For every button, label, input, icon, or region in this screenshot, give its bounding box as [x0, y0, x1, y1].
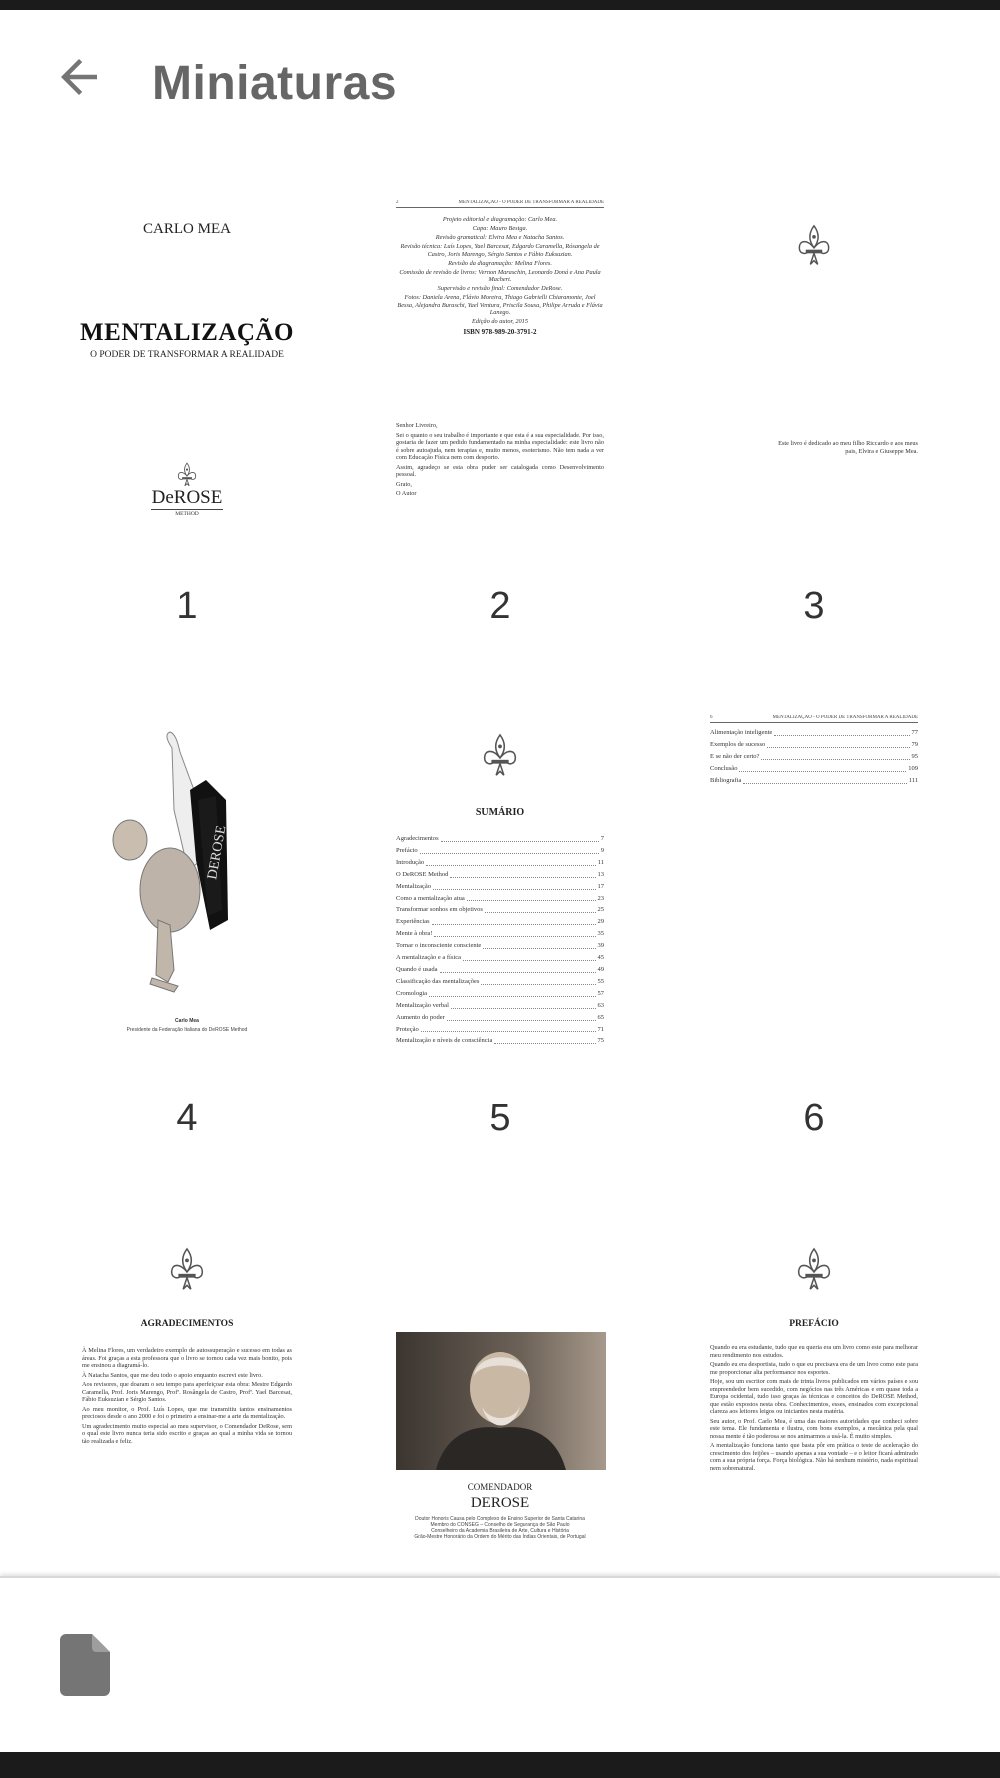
paragraph: Um agradecimento muito especial ao meu supervisor, o Comendador DeRose, sem o qual este livro nunca teria sido escrito e graças ao qual a minha vida se tornou tão realizada e feliz. — [82, 1422, 292, 1445]
toc-leader — [432, 916, 596, 925]
toc-leader — [774, 727, 909, 736]
toc-leader — [761, 751, 909, 760]
toc-page: 45 — [597, 954, 604, 962]
paragraph: Grão-Mestre Honorário da Ordem do Mérito das Índias Orientais, de Portugal — [414, 1534, 586, 1540]
toc-page: 25 — [597, 906, 604, 914]
paragraph: Revisão gramatical: Elvira Mea e Natacha Santos. — [435, 234, 565, 241]
toc-label: Transformar sonhos em objetivos — [396, 906, 483, 914]
toc-page: 79 — [911, 740, 918, 748]
paragraph: Assim, agradeço se esta obra puder ser catalogada como Desenvolvimento pessoal. — [396, 463, 604, 478]
isbn: ISBN 978-989-20-3791-2 — [463, 327, 537, 336]
brand-logo: DeROSE — [151, 487, 223, 508]
file-icon[interactable] — [60, 1634, 110, 1696]
toc-label: Quando é usada — [396, 965, 438, 973]
toc-leader — [429, 988, 595, 997]
toc-entry — [396, 893, 604, 905]
svg-text:DEROSE: DEROSE — [205, 824, 230, 881]
bottom-toolbar — [0, 1576, 1000, 1754]
thumbnail-number: 3 — [803, 585, 825, 627]
toc-entry — [396, 1000, 604, 1012]
paragraph: Quando eu era desportista, tudo o que eu precisava era de um livro como este para me proporcionar alta performance nos esportes. — [710, 1361, 918, 1376]
toc-list — [710, 727, 918, 787]
thumbnail-page-6[interactable] — [706, 715, 922, 1055]
paragraph: Doutor Honoris Causa pelo Complexo de Ensino Superior de Santa Catarina — [415, 1516, 585, 1522]
toc-entry — [396, 916, 604, 928]
toc-leader — [467, 893, 596, 902]
thumbnail-page-5[interactable] — [392, 725, 608, 1055]
toc-label: Mentalização e níveis de consciência — [396, 1037, 493, 1045]
toc-page: 7 — [600, 835, 604, 842]
app-bar — [0, 10, 1000, 150]
brand-logo-underline — [151, 509, 223, 510]
toc-leader — [434, 928, 595, 937]
toc-entry — [710, 739, 918, 751]
section-body — [82, 1347, 292, 1447]
toc-page: 77 — [911, 729, 918, 736]
thumbnail-page-9[interactable] — [706, 1245, 922, 1575]
thumbnail-page-4[interactable] — [78, 720, 296, 1040]
portrait-title-big: DEROSE — [470, 1495, 530, 1511]
toc-label: Proteção — [396, 1025, 419, 1033]
toc-label: Como a mentalização atua — [396, 894, 465, 902]
toc-entry — [396, 857, 604, 869]
toc-page: 9 — [600, 846, 604, 854]
toc-leader — [743, 775, 906, 784]
cover-title: MENTALIZAÇÃO — [80, 319, 294, 346]
thumbnail-page-1[interactable] — [78, 195, 296, 535]
toc-entry — [396, 952, 604, 964]
toc-label: A mentalização e a física — [396, 954, 461, 962]
fleur-de-lis-icon — [794, 1247, 834, 1293]
toc-page: 35 — [597, 930, 604, 938]
toc-page: 13 — [597, 870, 604, 878]
paragraph: À Melina Flores, um verdadeiro exemplo de autossuperação e sucesso em todas as áreas. Foi graças a esta professora que o livro se tornou cada vez mais bonito, pois me ensinou a diagramá-lo. — [82, 1347, 292, 1369]
paragraph: Senhor Livreiro, — [396, 422, 438, 429]
toc-leader — [420, 845, 599, 854]
author-photo — [78, 720, 296, 1020]
toc-leader — [481, 976, 595, 985]
thumbnail-number: 6 — [803, 1097, 825, 1139]
toc-page: 65 — [597, 1013, 604, 1021]
photo-caption: Carlo Mea — [175, 1018, 199, 1024]
toc-label: Mentalização verbal — [396, 1001, 449, 1009]
toc-page: 111 — [908, 776, 918, 784]
toc-entry — [396, 1024, 604, 1036]
toc-entry — [710, 763, 918, 775]
toc-leader — [485, 904, 596, 913]
toc-leader — [463, 952, 596, 961]
letter-block — [396, 422, 604, 500]
toc-page: 63 — [597, 1001, 604, 1009]
thumbnail-page-2[interactable] — [392, 200, 608, 540]
toc-leader — [421, 1024, 596, 1033]
toc-leader — [483, 940, 595, 949]
thumbnail-number: 2 — [489, 585, 511, 627]
toc-label: O DeROSE Method — [396, 870, 449, 878]
paragraph: O Autor — [396, 490, 417, 497]
page-header: 2 MENTALIZAÇÃO - O PODER DE TRANSFORMAR A REALIDADE — [396, 200, 604, 208]
paragraph: Quando eu era estudante, tudo que eu queria era um livro como este para melhorar meu rendimento nos estudos. — [710, 1344, 918, 1359]
fleur-de-lis-icon — [167, 1247, 207, 1293]
toc-leader — [451, 1000, 596, 1009]
toc-page: 109 — [908, 764, 918, 772]
toc-label: Cromologia — [396, 989, 428, 997]
toc-label: Bibliografia — [710, 776, 742, 784]
toc-leader — [426, 857, 596, 866]
toc-leader — [447, 1012, 596, 1021]
toc-label: Alimentação inteligente — [710, 729, 773, 736]
paragraph: Revisão técnica: Luís Lopes, Yael Barcesat, Edgardo Caramella, Rósangela de Castro, Joris Marengo, Sérgio Santos e Fábio Euksuzian. — [400, 243, 600, 258]
toc-label: Agradecimentos — [396, 835, 439, 842]
fleur-de-lis-icon — [174, 462, 200, 488]
portrait-title-small: COMENDADOR — [467, 1482, 533, 1492]
dedication-text: Este livro é dedicado ao meu filho Riccardo e aos meus pais, Elvira e Giuseppe Mea. — [778, 440, 918, 455]
paragraph: Membro do CONSEG – Conselho de Segurança de São Paulo — [430, 1522, 570, 1528]
brand-sub: METHOD — [175, 511, 199, 517]
paragraph: Sei o quanto o seu trabalho é importante e que esta é a sua especialidade. Por isso, gostaria de fazer um pedido fundamentado na minha especialidade: este livro não é sobre autoajuda, nem terapias e, muito menos, esoterismo. Não tem nada a ver com Educação Física nem com desporto. — [396, 431, 604, 461]
credits-block — [396, 216, 604, 326]
portrait-credentials — [392, 1516, 608, 1540]
thumbnail-page-3[interactable] — [706, 200, 922, 540]
cover-subtitle: O PODER DE TRANSFORMAR A REALIDADE — [90, 350, 284, 360]
toc-leader — [440, 964, 596, 973]
toc-label: Exemplos de sucesso — [710, 740, 766, 748]
toc-page: 95 — [911, 752, 918, 760]
toc-heading: SUMÁRIO — [475, 807, 525, 818]
paragraph: Edição do autor, 2015 — [472, 318, 528, 325]
toc-page: 75 — [597, 1037, 604, 1045]
paragraph: À Natacha Santos, que me deu todo o apoio enquanto escrevi este livro. — [82, 1371, 263, 1379]
toc-label: Tornar o inconsciente consciente — [396, 942, 482, 950]
derose-portrait-photo — [396, 1332, 606, 1470]
toc-label: Prefácio — [396, 846, 418, 854]
toc-page: 29 — [597, 918, 604, 926]
toc-leader — [494, 1035, 595, 1044]
toc-label: Mentalização — [396, 882, 432, 890]
thumbnail-number: 5 — [489, 1097, 511, 1139]
toc-entry — [396, 1012, 604, 1024]
cover-author: CARLO MEA — [143, 221, 231, 237]
toc-entry — [710, 727, 918, 739]
paragraph: Conselheiro da Academia Brasileira de Arte, Cultura e História — [431, 1528, 569, 1534]
toc-label: E se não der certo? — [710, 752, 760, 760]
toc-page: 71 — [597, 1025, 604, 1033]
thumbnail-page-8[interactable] — [392, 1330, 608, 1575]
thumbnail-number: 4 — [176, 1097, 198, 1139]
toc-leader — [450, 869, 595, 878]
toc-label: Aumento do poder — [396, 1013, 445, 1021]
toc-leader — [441, 833, 599, 842]
toc-leader — [433, 881, 595, 890]
toc-entry — [396, 940, 604, 952]
toc-entry — [710, 775, 918, 787]
photo-subcaption: Presidente da Federação Italiana do DeROSE Method — [126, 1027, 248, 1033]
page-title: Miniaturas — [152, 57, 398, 110]
arrow-back-icon[interactable] — [52, 50, 106, 104]
paragraph: Projeto editorial e diagramação: Carlo Mea. — [442, 216, 558, 223]
paragraph: Ao meu monitor, o Prof. Luís Lopes, que me transmitiu tantos ensinamentos preciosos desde o ano 2000 e foi o primeiro a ensinar-me a arte da mentalização. — [82, 1405, 292, 1420]
toc-page: 57 — [597, 989, 604, 997]
paragraph: Capa: Mauro Bestga. — [472, 225, 528, 232]
fleur-de-lis-icon — [795, 224, 833, 268]
paragraph: Supervisão e revisão final: Comendador DeRose. — [437, 285, 563, 292]
page-header: 6 MENTALIZAÇÃO - O PODER DE TRANSFORMAR A REALIDADE — [710, 715, 918, 723]
toc-entry — [396, 845, 604, 857]
toc-entry — [396, 964, 604, 976]
thumbnail-page-7[interactable] — [78, 1245, 296, 1575]
toc-page: 17 — [597, 882, 604, 890]
section-heading: AGRADECIMENTOS — [140, 1319, 234, 1329]
toc-entry — [396, 869, 604, 881]
toc-entry — [710, 751, 918, 763]
navigation-bar — [0, 1752, 1000, 1778]
toc-entry — [396, 976, 604, 988]
toc-entry — [396, 833, 604, 845]
fleur-de-lis-icon — [480, 733, 520, 779]
toc-page: 23 — [597, 894, 604, 902]
section-body — [710, 1344, 918, 1474]
paragraph: Comissão de revisão de livros: Vernon Maraschin, Leonardo Doná e Ana Paula Machert. — [399, 268, 601, 283]
paragraph: Hoje, sou um escritor com mais de trinta livros publicados em vários países e sou empreendedor bem sucedido, com negócios nas três Américas e em quase toda a Europa ocidental, tudo isso graças às técnicas e conceitos do DeROSE Method, que estão expostos nesta obra. Conhecimentos, esses, ensinados com excepcional clareza aos leitores leigos ou iniciantes nesta matéria. — [710, 1378, 918, 1415]
paragraph: Aos revisores, que doaram o seu tempo para aperfeiçoar esta obra: Mestre Edgardo Caramella, Prof. Joris Marengo, Profª. Rosângela de Castro, Profª. Yael Barcesat, Fábio Euksuzian e Sérgio Santos. — [82, 1381, 292, 1403]
paragraph: Revisão da diagramação: Melina Flores. — [448, 259, 552, 267]
paragraph: A mentalização funciona tanto que basta pôr em prática o teste de aceleração do crescimento dos feijões – usando apenas a sua vontade – e o leitor ficará admirado com a sua própria força. Força biológica. Não há nenhum mistério, nada espiritual nem sobrenatural. — [710, 1442, 918, 1472]
toc-label: Conclusão — [710, 764, 738, 772]
thumbnail-number: 1 — [176, 585, 198, 627]
toc-entry — [396, 1035, 604, 1047]
toc-label: Mente à obra! — [396, 930, 433, 938]
toc-entry — [396, 881, 604, 893]
toc-page: 55 — [597, 977, 604, 985]
toc-list — [396, 833, 604, 1047]
toc-entry — [396, 904, 604, 916]
paragraph: Grato, — [396, 480, 412, 488]
paragraph: Fotos: Daniela Arena, Flávio Moreira, Thiago Gabrielli Chiaramonte, Joel Bessa, Alejandra Buraschi, Yael Ventura, Priscila Sousa, Philipe Arruda e Flávia Lanego. — [397, 294, 603, 316]
toc-page: 49 — [597, 965, 604, 973]
toc-label: Introdução — [396, 858, 425, 866]
paragraph: Seu autor, o Prof. Carlo Mea, é uma das maiores autoridades que conheci sobre este tema. Ele fundamenta e ilustra, com bons exemplos, a mecânica pela qual nossa mente é tão poderosa se nos animarmos a usá-la. É muito simples. — [710, 1417, 918, 1440]
toc-leader — [739, 763, 906, 772]
toc-leader — [767, 739, 909, 748]
section-heading: PREFÁCIO — [789, 1319, 839, 1329]
toc-entry — [396, 988, 604, 1000]
toc-page: 39 — [597, 942, 604, 950]
toc-label: Classificação das mentalizações — [396, 977, 480, 985]
toc-entry — [396, 928, 604, 940]
toc-label: Experiências — [396, 918, 430, 926]
toc-page: 11 — [597, 858, 604, 866]
status-bar — [0, 0, 1000, 10]
